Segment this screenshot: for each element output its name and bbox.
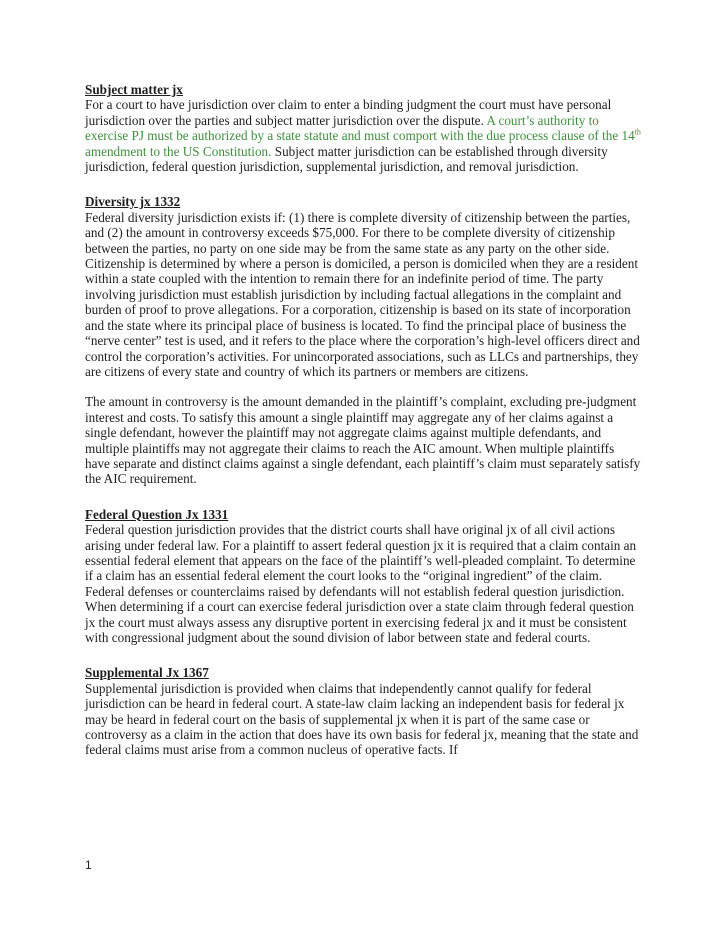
highlighted-text-part2: amendment to the US Constitution. — [85, 143, 272, 159]
paragraph-diversity-2: The amount in controversy is the amount demanded in the plaintiff’s complaint, excluding pre-judgment interest and costs. To satisfy this amount a single plaintiff may aggregate any of her claims against a single defendant, however the plaintiff may not aggregate claims against multiple defendants, and multiple plaintiffs may not aggregate their claims to reach the AIC amount. When multiple plaintiffs have separate and distinct claims against a single defendant, each plaintiff’s claim must separately satisfy the AIC requirement. — [85, 394, 641, 487]
paragraph-federal-question: Federal question jurisdiction provides that the district courts shall have original jx of all civil actions arising under federal law. For a plaintiff to assert federal question jx it is required that a claim contain an essential federal element that appears on the face of the plaintiff’s well-pleaded complaint. To determine if a claim has an essential federal element the court looks to the “original ingredient” of the claim. Federal defenses or counterclaims raised by defendants will not establish federal question jurisdiction. When determining if a court can exercise federal jurisdiction over a state claim through federal question jx the court must always assess any disruptive portent in exercising federal jx and it must be consistent with congressional judgment about the sound division of labor between state and federal courts. — [85, 522, 637, 645]
section-supplemental — [85, 665, 641, 757]
paragraph-diversity-1: Federal diversity jurisdiction exists if: (1) there is complete diversity of citizenship between the parties, and (2) the amount in controversy exceeds $75,000. For there to be complete diversity of citizenship between the parties, no party on one side may be from the same state as any party on the other side. Citizenship is determined by where a person is domiciled, a person is domiciled when they are a resident within a state coupled with the intention to remain there for an indefinite period of time. The party involving jurisdiction must establish jurisdiction by including factual allegations in the complaint and burden of proof to prove allegations. For a corporation, citizenship is based on its state of incorporation and the state where its principal place of business is located. To find the principal place of business the “nerve center” test is used, and it refers to the place where the corporation’s high-level officers direct and control the corporation’s activities. For unincorporated associations, such as LLCs and partnerships, they are citizens of every state and country of which its partners or members are citizens. — [85, 209, 640, 379]
page-number: 1 — [85, 858, 92, 872]
highlighted-text-part1: A court’s authority to exercise PJ must be authorized by a state statute and must comport with the due process clause of the 14 — [85, 112, 635, 144]
heading-subject-matter: Subject matter jx — [85, 82, 183, 97]
paragraph-subject-matter — [85, 97, 641, 174]
heading-supplemental: Supplemental Jx 1367 — [85, 665, 209, 681]
document-body — [85, 82, 641, 778]
superscript-th: th — [634, 127, 641, 137]
section-federal-question — [85, 507, 641, 646]
heading-diversity: Diversity jx 1332 — [85, 194, 181, 210]
section-diversity — [85, 194, 641, 486]
paragraph-supplemental: Supplemental jurisdiction is provided when claims that independently cannot qualify for federal jurisdiction can be heard in federal court. A state-law claim lacking an independent basis for federal jx may be heard in federal court on the basis of supplemental jx when it is part of the same case or controversy as a claim in the action that does have its own basis for federal jx, meaning that the state and federal claims must arise from a common nucleus of operative facts. If — [85, 680, 639, 758]
subject-matter-text-before: For a court to have jurisdiction over claim to enter a binding judgment the court must have personal jurisdiction over the parties and subject matter jurisdiction over the dispute. — [85, 97, 612, 128]
subject-matter-text-after: Subject matter jurisdiction can be established through diversity jurisdiction, federal question jurisdiction, supplemental jurisdiction, and removal jurisdiction. — [85, 143, 608, 175]
heading-federal-question: Federal Question Jx 1331 — [85, 506, 229, 522]
section-subject-matter — [85, 82, 641, 174]
